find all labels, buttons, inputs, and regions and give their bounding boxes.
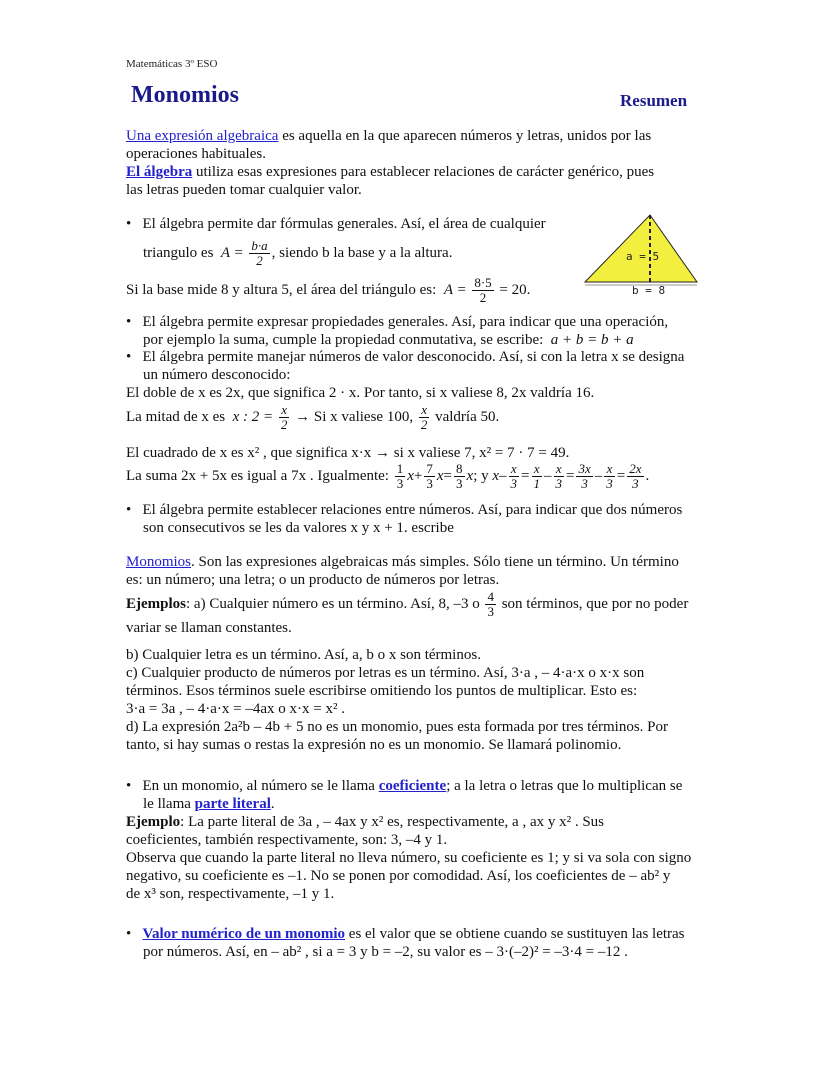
triangle-figure <box>584 212 700 296</box>
page-subtitle: Resumen <box>620 91 688 110</box>
link-monomios[interactable]: Monomios <box>126 554 192 570</box>
bullet-desconocido: • El álgebra permite manejar números de valor desconocido. Así, si con la letra x se designa un número desconocido: El doble de x es 2x, que significa 2 · x. Por tanto, si x valiese 8, 2x valdría 16. <box>126 349 685 401</box>
suma-line: La suma 2x + 5x es igual a 7x . Igualmente: $\frac{1}{3}$ x+ $\frac{7}{3}$ x= $\frac{8}{3}$ x; y x– $\frac{x}{3}$ = $\frac{x}{1}$ – $\frac{x}{3}$ = $\frac{3x}{3}$ – $\frac{x}{3}$ = $\frac{2x}{3}$ . <box>126 461 650 491</box>
link-coeficiente[interactable]: coeficiente <box>378 778 447 794</box>
cuadrado-line: El cuadrado de x es x² , que significa x·x → si x valiese 7, x² = 7 · 7 = 49. <box>126 445 570 461</box>
page-title: Monomios <box>131 82 239 108</box>
ejemplos-bcd: b) Cualquier letra es un término. Así, a, b o x son términos. c) Cualquier producto de números por letras es un término. Así, 3·a , – 4·a·x o x·x son términos. Esos términos suele escribirse omitiendo los puntos de multiplicar. Esto es: 3·a = 3a , – 4·a·x = –4ax o x·x = x² . d) La expresión 2a²b – 4b + 5 no es un monomio, pues esta formada por tres términos. Por tanto, si hay sumas o restas la expresión no es un monomio. Se llamará polinomio. <box>126 647 669 753</box>
link-parte-literal[interactable]: parte literal <box>194 796 271 812</box>
triangle-shape <box>585 215 697 282</box>
ejemplos-a: Ejemplos: a) Cualquier número es un término. Así, 8, –3 o $\frac{4}{3}$ son términos, que por no poder variar se llaman constantes. <box>126 589 689 636</box>
bullet-formulas: • El álgebra permite dar fórmulas generales. Así, el área de cualquier triangulo es A = $\frac{b\cdot a}{2}$ , siendo b la base y a la altura. Si la base mide 8 y altura 5, el área del triángulo es: A = $\frac{8\cdot 5}{2}$ = 20. <box>126 216 546 305</box>
fraction-ba-2: $\frac{b\cdot a}{2}$ <box>251 238 268 268</box>
height-label: a = 5 <box>626 250 660 263</box>
bullet-relaciones: • El álgebra permite establecer relaciones entre números. Así, para indicar que dos números son consecutivos se les da valores x y x + 1. escribe <box>126 502 683 536</box>
intro-paragraph: Una expresión algebraica es aquella en la que aparecen números y letras, unidos por las operaciones habituales. El álgebra utiliza esas expresiones para establecer relaciones de carácter genérico, pues las letras pueden tomar cualquier valor. <box>126 128 655 198</box>
fraction-85-2: $\frac{8\cdot 5}{2}$ <box>474 275 492 305</box>
coeficiente-section: • En un monomio, al número se le llama coeficiente; a la letra o letras que lo multiplican se le llama parte literal. Ejemplo: La parte literal de 3a , – 4ax y x² es, respectivamente, a , ax y x² . Sus coeficientes, también respectivamente, son: 3, –4 y 1. Observa que cuando la parte literal no lleva número, su coeficiente es 1; y si va sola con signo negativo, su coeficiente es –1. No se ponen por comodidad. Así, los coeficientes de – ab² y de x³ son, respectivamente, –1 y 1. <box>126 778 692 902</box>
mitad-line: La mitad de x es x : 2 = $\frac{x}{2}$ → Si x valiese 100, $\frac{x}{2}$ valdría 50. <box>126 402 500 432</box>
link-expresion-algebraica[interactable]: Una expresión algebraica <box>126 128 279 144</box>
link-valor-numerico[interactable]: Valor numérico de un monomio <box>142 926 346 942</box>
valor-numerico-section: • Valor numérico de un monomio es el valor que se obtiene cuando se sustituyen las letras por números. Así, en – ab² , si a = 3 y b = –2, su valor es – 3·(–2)² = –3·4 = –12 . <box>126 926 685 960</box>
monomios-definition: Monomios. Son las expresiones algebraicas más simples. Sólo tiene un término. Un término es: un número; una letra; o un producto de números por letras. <box>126 554 679 588</box>
link-algebra[interactable]: El álgebra <box>126 164 193 180</box>
bullet-propiedades: • El álgebra permite expresar propiedades generales. Así, para indicar que una operación, por ejemplo la suma, cumple la propiedad conmutativa, se escribe: a + b = b + a <box>126 314 669 348</box>
base-label: b = 8 <box>632 284 666 296</box>
page-header: Matemáticas 3º ESO <box>126 58 218 70</box>
